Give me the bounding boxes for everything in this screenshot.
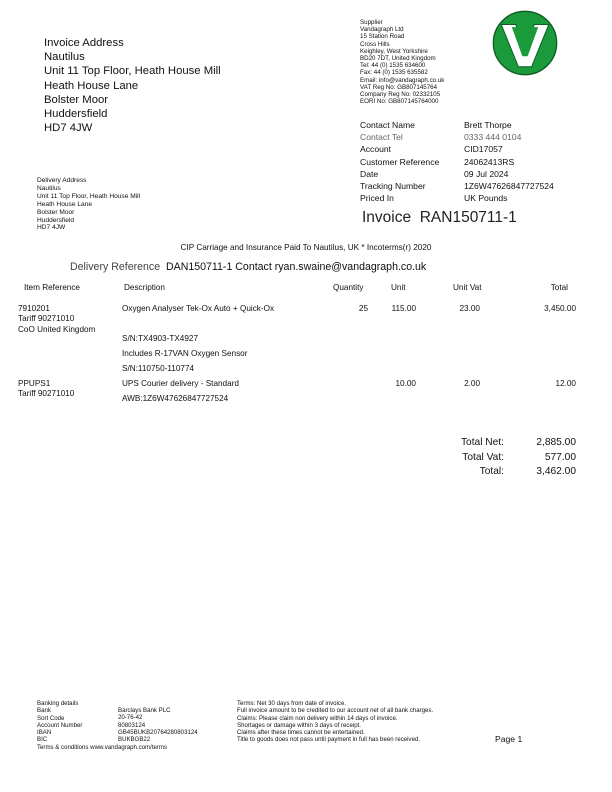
supplier-line: Cross Hills bbox=[360, 40, 390, 48]
total-label: Total: bbox=[479, 466, 504, 477]
header-unit-vat: Unit Vat bbox=[453, 283, 482, 292]
delivery-address-line: Nautilus bbox=[37, 184, 61, 192]
header-item-reference: Item Reference bbox=[24, 283, 80, 292]
invoice-address-line: Huddersfield bbox=[44, 108, 108, 121]
date-value: 09 Jul 2024 bbox=[464, 168, 509, 179]
item-reference: 7910201 bbox=[18, 304, 50, 313]
row1-unit: 115.00 bbox=[391, 304, 416, 313]
delivery-address bbox=[37, 177, 140, 232]
terms-link[interactable]: Terms & conditions www.vandagraph.com/terms bbox=[37, 743, 168, 751]
invoice-address-line: Invoice Address bbox=[44, 37, 124, 49]
row2-description: UPS Courier delivery - Standard bbox=[122, 379, 239, 388]
supplier-line: Fax: 44 (0) 1535 635582 bbox=[360, 69, 428, 77]
delivery-address-line: Heath House Lane bbox=[37, 200, 92, 208]
delivery-address-line: Bolster Moor bbox=[37, 208, 75, 216]
supplier-line: BD20 7DT, United Kingdom bbox=[360, 55, 436, 63]
supplier-line: 15 Station Road bbox=[360, 33, 405, 41]
banking-value: 20-76-42 bbox=[118, 714, 143, 722]
delivery-reference-label: Delivery Reference bbox=[70, 261, 161, 273]
contact-name-label: Contact Name bbox=[360, 120, 415, 130]
total-value: 3,462.00 bbox=[536, 466, 576, 477]
item-reference: PPUPS1 bbox=[18, 379, 51, 388]
total-net-label: Total Net: bbox=[460, 437, 504, 448]
terms-line: Terms: Net 30 days from date of invoice. bbox=[237, 700, 347, 707]
terms-line: Shortages or damage within 3 days of receipt. bbox=[237, 721, 361, 729]
banking-label: Account Number bbox=[37, 721, 83, 729]
row1-total: 3,450.00 bbox=[544, 304, 576, 313]
priced-in-label: Priced In bbox=[360, 193, 394, 204]
coo-line: CoO United Kingdom bbox=[18, 324, 96, 334]
account-label: Account bbox=[360, 144, 392, 155]
banking-label: Bank bbox=[37, 707, 51, 715]
supplier-line: Keighley, West Yorkshire bbox=[360, 47, 428, 55]
terms-line: Title to goods does not pass until payment in full has been received. bbox=[237, 736, 421, 744]
header-quantity: Quantity bbox=[333, 283, 364, 292]
contact-tel-label: Contact Tel bbox=[360, 132, 403, 143]
customer-reference-value: 24062413RS bbox=[464, 156, 515, 167]
total-vat-value: 577.00 bbox=[544, 452, 576, 463]
tracking-number-label: Tracking Number bbox=[360, 181, 426, 192]
row1-quantity: 25 bbox=[358, 304, 368, 313]
header-unit: Unit bbox=[391, 283, 406, 292]
banking-label: IBAN bbox=[37, 729, 52, 737]
header-total: Total bbox=[550, 283, 568, 292]
contact-row bbox=[360, 119, 554, 131]
row2-total: 12.00 bbox=[555, 379, 576, 388]
invoice-address-line: HD7 4JW bbox=[44, 122, 93, 135]
invoice-address-line: Nautilus bbox=[44, 51, 85, 64]
delivery-address-line: HD7 4JW bbox=[37, 224, 66, 232]
banking-value: Barclays Bank PLC bbox=[118, 707, 171, 714]
contact-tel-value: 0333 444 0104 bbox=[464, 132, 522, 143]
contact-details bbox=[360, 119, 554, 204]
delivery-reference-value: DAN150711-1 Contact ryan.swaine@vandagraph.co.uk bbox=[165, 261, 427, 273]
contact-row bbox=[360, 143, 554, 155]
supplier-line: Tel: 44 (0) 1535 634600 bbox=[360, 62, 426, 70]
date-label: Date bbox=[360, 168, 379, 179]
contact-row bbox=[360, 180, 554, 192]
invoice-address bbox=[44, 36, 221, 135]
supplier-line: Supplier bbox=[360, 19, 383, 26]
vandagraph-logo-icon bbox=[492, 10, 558, 76]
banking-label: BIC bbox=[37, 736, 48, 744]
incoterms-line: CIP Carriage and Insurance Paid To Nautilus, UK * Incoterms(r) 2020 bbox=[180, 243, 432, 252]
header-description: Description bbox=[124, 283, 165, 292]
row1-item-reference bbox=[18, 304, 95, 335]
row2-desc-line: AWB:1Z6W47626847727524 bbox=[122, 394, 229, 403]
row1-description: Oxygen Analyser Tek-Ox Auto + Quick-Ox bbox=[122, 304, 275, 313]
banking-value: BUKBGB22 bbox=[118, 736, 151, 744]
supplier-line: EORI No: GB807145764000 bbox=[360, 98, 439, 106]
banking-label: Sort Code bbox=[37, 714, 65, 722]
contact-name-value: Brett Thorpe bbox=[464, 120, 512, 130]
delivery-address-line: Delivery Address bbox=[37, 177, 87, 184]
contact-row bbox=[360, 192, 554, 204]
total-vat-label: Total Vat: bbox=[462, 452, 504, 463]
account-value: CID17057 bbox=[464, 144, 503, 155]
row1-desc-line: S/N:110750-110774 bbox=[122, 364, 195, 373]
banking-value: GB45BUKB20764280803124 bbox=[118, 728, 198, 736]
terms-line: Full invoice amount to be credited to our account net of all bank charges. bbox=[237, 707, 434, 715]
invoice-title: Invoice RAN150711-1 bbox=[362, 209, 517, 226]
supplier-line: Vandagraph Ltd bbox=[360, 26, 404, 34]
total-net-value: 2,885.00 bbox=[536, 437, 576, 448]
row2-unit-vat: 2.00 bbox=[464, 379, 480, 388]
supplier-line: Company Reg No: 02332105 bbox=[360, 91, 441, 99]
page-number: Page 1 bbox=[495, 734, 523, 744]
priced-in-value: UK Pounds bbox=[464, 193, 508, 204]
terms-line: Claims after these times cannot be entertained. bbox=[237, 729, 365, 737]
delivery-address-line: Unit 11 Top Floor, Heath House Mill bbox=[37, 192, 141, 200]
contact-row bbox=[360, 168, 554, 180]
tariff-line: Tariff 90271010 bbox=[18, 314, 75, 324]
row1-desc-line: Includes R-17VAN Oxygen Sensor bbox=[122, 349, 248, 358]
row1-unit-vat: 23.00 bbox=[459, 304, 480, 313]
payment-terms bbox=[237, 700, 433, 744]
contact-row bbox=[360, 156, 554, 168]
banking-values bbox=[118, 707, 198, 743]
tracking-number-value: 1Z6W47626847727524 bbox=[464, 181, 554, 192]
delivery-address-line: Huddersfield bbox=[37, 216, 75, 224]
terms-line: Claims: Please claim non delivery within 14 days of invoice. bbox=[237, 714, 398, 722]
tariff-line: Tariff 90271010 bbox=[18, 389, 75, 399]
row2-item-reference bbox=[18, 379, 74, 400]
row2-unit: 10.00 bbox=[395, 379, 416, 388]
supplier-line: Email: info@vandagraph.co.uk bbox=[360, 76, 445, 84]
invoice-address-line: Bolster Moor bbox=[44, 93, 109, 106]
supplier-line: VAT Reg No: GB807145764 bbox=[360, 83, 438, 91]
banking-label: Banking details bbox=[37, 700, 79, 707]
customer-reference-label: Customer Reference bbox=[360, 156, 440, 167]
invoice-address-line: Heath House Lane bbox=[44, 79, 139, 92]
supplier-details bbox=[360, 19, 444, 105]
delivery-reference bbox=[70, 261, 426, 273]
invoice-address-line: Unit 11 Top Floor, Heath House Mill bbox=[44, 65, 221, 78]
row1-desc-line: S/N:TX4903-TX4927 bbox=[122, 334, 199, 343]
contact-row bbox=[360, 131, 554, 143]
banking-value: 80803124 bbox=[118, 721, 146, 729]
